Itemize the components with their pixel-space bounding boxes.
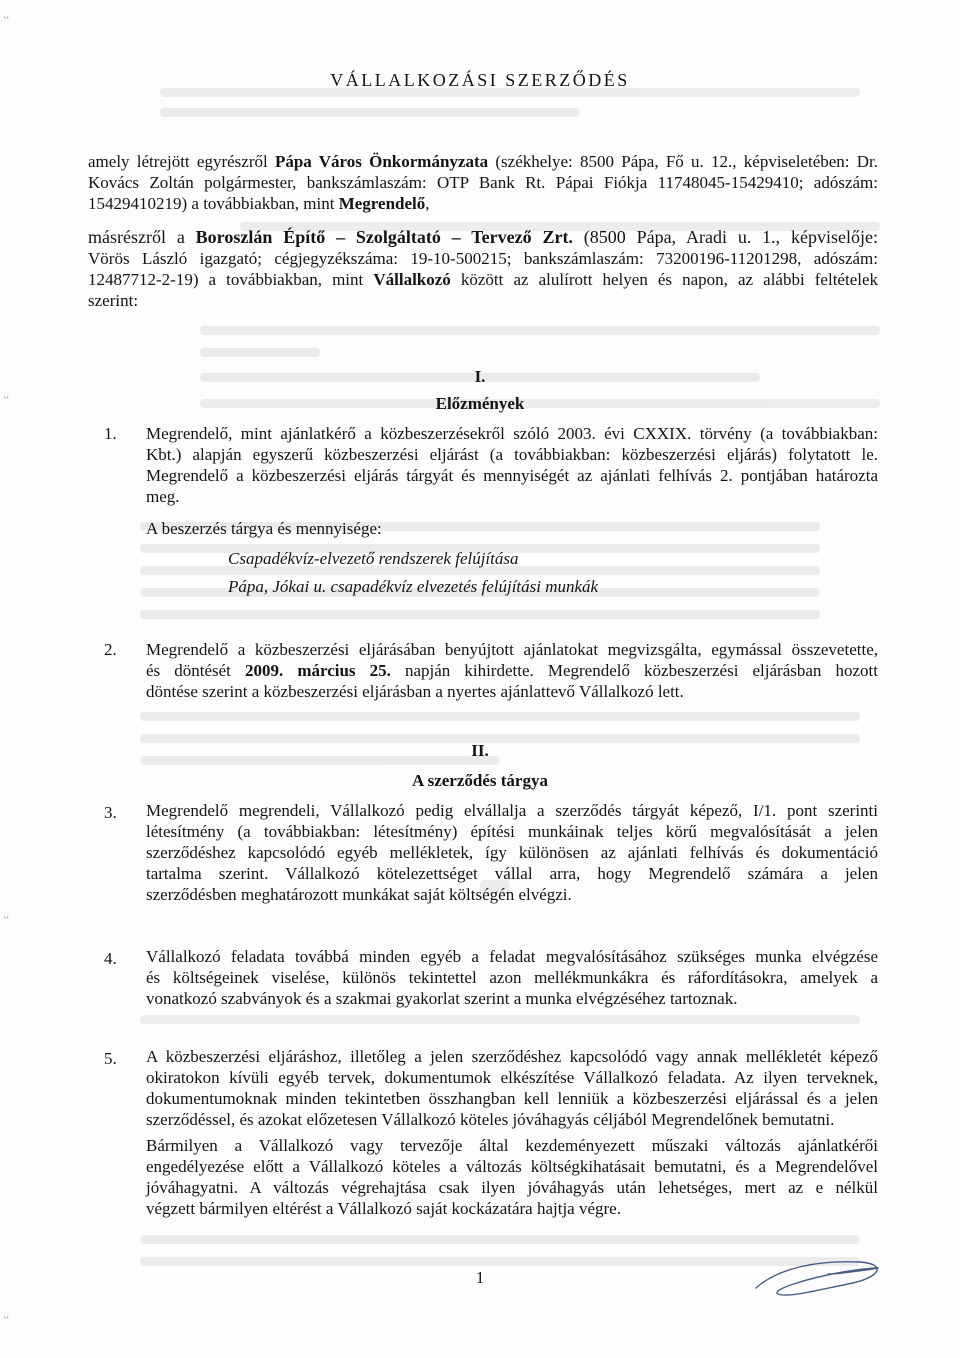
section-title: A szerződés tárgya: [412, 771, 548, 790]
paragraph-line: tartalma szerint. Vállalkozó kötelezettséget vállal arra, hogy Megrendelő számára a jelen: [146, 864, 878, 883]
margin-tick: ᵕ: [4, 390, 9, 407]
paragraph-line: Megrendelő a közbeszerzési eljárásában benyújtott ajánlatokat megvizsgálta, egymással összevetette,: [146, 640, 878, 659]
paragraph-line: vonatkozó szabványok és a szakmai gyakorlat szerint a munka elvégzéséhez tartoznak.: [146, 989, 738, 1008]
intro-line: szerint:: [88, 291, 139, 310]
section-title: Előzmények: [435, 394, 525, 413]
paragraph-line: Megrendelő, mint ajánlatkérő a közbeszerzésekről szóló 2003. évi CXXIX. törvény (a továbbiakban:: [146, 424, 878, 443]
signature-initials: [748, 1238, 898, 1323]
paragraph-line: Kbt.) alapján egyszerű közbeszerzési eljárást (a továbbiakban: közbeszerzési eljárás) folytatott le.: [146, 445, 878, 464]
parties-intro-contractor: [88, 227, 878, 311]
subject-line: Csapadékvíz-elvezető rendszerek felújítása: [228, 549, 519, 568]
paragraph-number: 2.: [104, 640, 117, 659]
paragraph-number: 4.: [104, 949, 117, 968]
paragraph-line: Megrendelő a közbeszerzési eljárás tárgyát és mennyiségét az ajánlati felhívás 2. pontjában határozta: [146, 466, 878, 485]
paragraph-line: okiratokon kívüli egyéb tervek, dokumentumok elkészítése Vállalkozó feladata. Az ilyen terveknek,: [146, 1068, 878, 1087]
paragraph-line: A közbeszerzési eljáráshoz, illetőleg a jelen szerződéshez kapcsolódó vagy annak mellékletét képező: [146, 1047, 878, 1066]
paragraph-line: meg.: [146, 487, 180, 506]
paragraph-line: szerződéshez kapcsolódó egyéb mellékletek, így különösen az ajánlati felhívás és dokumentáció: [146, 843, 878, 862]
paragraph-line: létesítmény (a továbbiakban: létesítmény) építési munkáinak teljes körű megvalósítását a jelen: [146, 822, 878, 841]
paragraph-number: 5.: [104, 1049, 117, 1068]
paragraph-number: 1.: [104, 424, 117, 443]
intro-line: másrészről a Boroszlán Építő – Szolgáltató – Tervező Zrt. (8500 Pápa, Aradi u. 1., képviselője:: [88, 227, 878, 247]
paragraph-line: dokumentumoknak minden tekintetben összhangban kell lenniük a közbeszerzési eljárással és a jelen: [146, 1089, 878, 1108]
paragraph-line: Megrendelő megrendeli, Vállalkozó pedig elvállalja a szerződés tárgyát képező, I/1. pont szerinti: [146, 801, 878, 820]
paragraph-line: jóváhagyatni. A változás végrehajtása csak ilyen jóváhagyás után lehetséges, mert az e nélkül: [146, 1178, 878, 1197]
section-number: II.: [471, 741, 489, 760]
section-number: I.: [474, 367, 486, 386]
paragraph-line: döntése szerint a közbeszerzési eljárásban a nyertes ajánlattevő Vállalkozó lett.: [146, 682, 684, 701]
paragraph-5-continued: [146, 1135, 878, 1219]
page-number: 1: [475, 1268, 485, 1287]
intro-line: 15429410219) a továbbiakban, mint Megrendelő,: [88, 194, 430, 213]
intro-line: amely létrejött egyrészről Pápa Város Önkormányzata (székhelye: 8500 Pápa, Fő u. 12., képviseletében: Dr.: [88, 152, 879, 171]
paragraph-line: Vállalkozó feladata továbbá minden egyéb a feladat megvalósításához szükséges munka elvégzése: [146, 947, 878, 966]
intro-line: 12487712-2-19) a továbbiakban, mint Vállalkozó között az alulírott helyen és napon, az alábbi feltételek: [88, 270, 879, 289]
paragraph-line: és döntését 2009. március 25. napján kihirdette. Megrendelő közbeszerzési eljárásban hozott: [146, 661, 878, 680]
margin-tick: ᵕ: [4, 10, 9, 27]
paragraph-line: végzett bármilyen eltérést a Vállalkozó saját kockázatára hajtja végre.: [146, 1199, 621, 1218]
paragraph-5: [146, 1046, 878, 1130]
margin-tick: ᵕ: [4, 910, 9, 927]
paragraph-line: szerződésben meghatározott munkákat saját költségén elvégzi.: [146, 885, 572, 904]
intro-line: Vörös László igazgató; cégjegyzékszáma: 19-10-500215; bankszámlaszám: 73200196-11201298, adószám:: [88, 249, 878, 268]
paragraph-2: [146, 639, 878, 702]
paragraph-1: [146, 423, 878, 507]
parties-intro: [88, 151, 878, 214]
paragraph-4: [146, 946, 878, 1009]
margin-tick: ᵕ: [4, 1310, 9, 1327]
paragraph-line: Bármilyen a Vállalkozó vagy tervezője által kezdeményezett műszaki változás ajánlatkérői: [146, 1136, 878, 1155]
paragraph-line: szerződéssel, és azokat előzetesen Vállalkozó köteles jóváhagyás céljából Megrendelőnek bemutatni.: [146, 1110, 835, 1129]
document-title: VÁLLALKOZÁSI SZERZŐDÉS: [330, 70, 630, 90]
paragraph-3: [146, 800, 878, 905]
paragraph-line: engedélyezése előtt a Vállalkozó köteles a változás költségkihatásait bemutatni, és a Megrendelővel: [146, 1157, 878, 1176]
paragraph-line: és költségeinek viselése, különös tekintettel azon mellékmunkákra és ráfordításokra, amelyek a: [146, 968, 878, 987]
subject-intro: A beszerzés tárgya és mennyisége:: [146, 519, 382, 538]
intro-line: Kovács Zoltán polgármester, bankszámlaszám: OTP Bank Rt. Pápai Fiókja 11748045-15429410; adószám:: [88, 173, 878, 192]
paragraph-number: 3.: [104, 803, 117, 822]
subject-line: Pápa, Jókai u. csapadékvíz elvezetés felújítási munkák: [228, 577, 599, 596]
